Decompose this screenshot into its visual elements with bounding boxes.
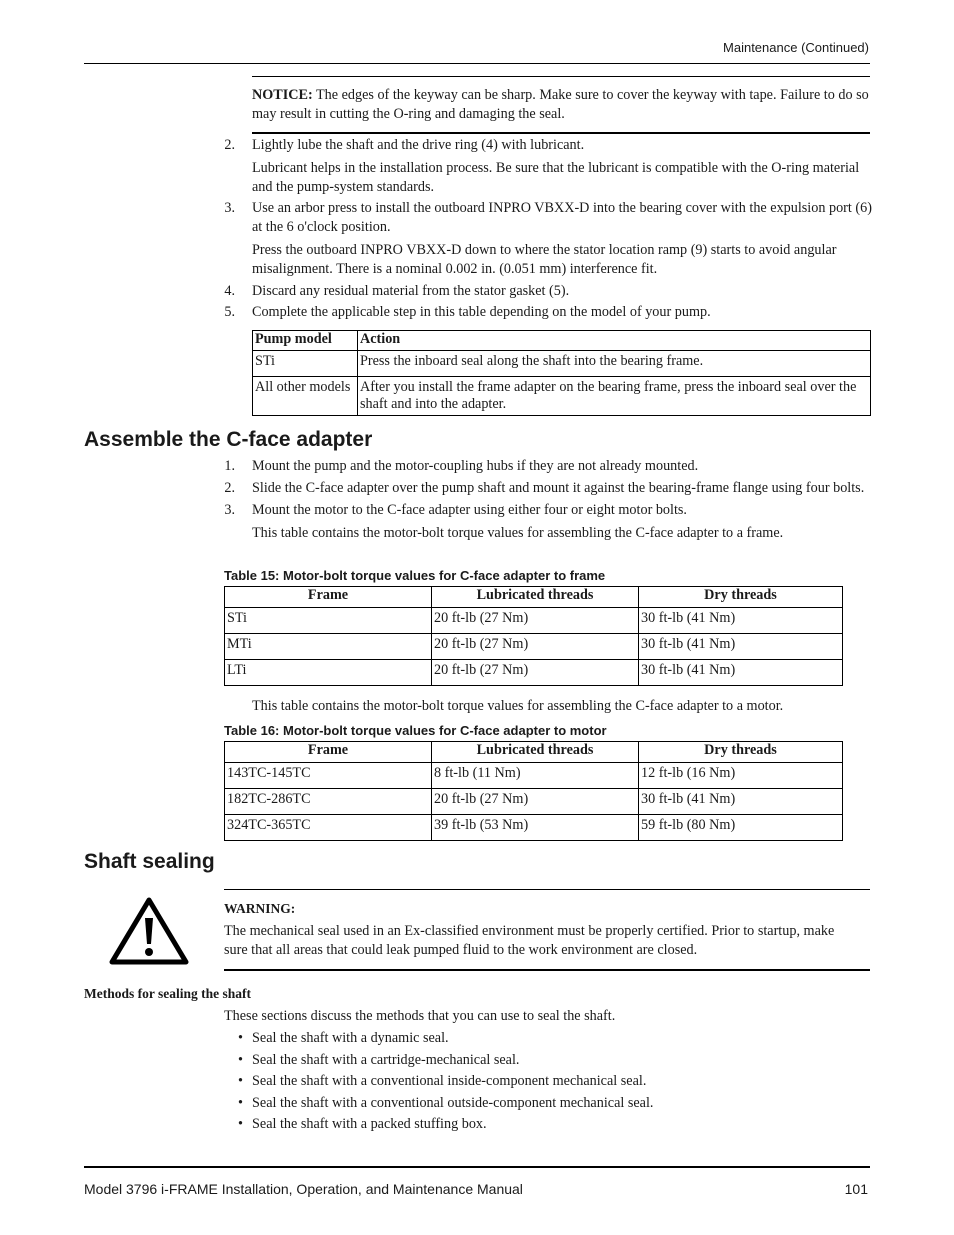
table-cell: Press the inboard seal along the shaft into the bearing frame. bbox=[358, 351, 871, 377]
table-caption: Table 16: Motor-bolt torque values for C-face adapter to motor bbox=[224, 723, 607, 738]
step-number: 2. bbox=[224, 137, 235, 153]
list-item: • Seal the shaft with a cartridge-mechanical seal. bbox=[238, 1050, 858, 1072]
section-title-shaft-sealing: Shaft sealing bbox=[84, 850, 215, 873]
table-cell: 59 ft-lb (80 Nm) bbox=[639, 815, 843, 841]
step-text: Mount the pump and the motor-coupling hubs if they are not already mounted. bbox=[252, 458, 699, 474]
table-cell: 30 ft-lb (41 Nm) bbox=[639, 608, 843, 634]
pump-model-action-table bbox=[252, 330, 871, 416]
table-cell: STi bbox=[253, 351, 358, 377]
table-header-cell: Frame bbox=[225, 742, 432, 763]
step-number: 5. bbox=[224, 304, 235, 320]
table-header-cell: Dry threads bbox=[639, 587, 843, 608]
methods-intro-text: These sections discuss the methods that you can use to seal the shaft. bbox=[224, 1008, 616, 1024]
step-note: Press the outboard INPRO VBXX-D down to where the stator location ramp (9) starts to avoid angular misalignment. There is a nominal 0.002 in. (0.051 mm) interference fit. bbox=[252, 242, 837, 277]
table-row bbox=[225, 660, 843, 686]
table-header-cell: Action bbox=[358, 331, 871, 351]
warning-triangle-icon bbox=[108, 896, 190, 966]
step-text: Discard any residual material from the stator gasket (5). bbox=[252, 283, 570, 299]
step-text: Lightly lube the shaft and the drive ring (4) with lubricant. bbox=[252, 137, 585, 153]
table-cell: All other models bbox=[253, 377, 358, 416]
table-cell: 30 ft-lb (41 Nm) bbox=[639, 634, 843, 660]
table-cell: 143TC-145TC bbox=[225, 763, 432, 789]
step-text: Mount the motor to the C-face adapter using either four or eight motor bolts. bbox=[252, 502, 687, 518]
step-number: 2. bbox=[224, 480, 235, 496]
torque-table-motor bbox=[224, 741, 843, 841]
steps-list bbox=[215, 136, 875, 322]
table-row bbox=[253, 377, 871, 416]
header-rule bbox=[84, 63, 870, 64]
table-header-cell: Frame bbox=[225, 587, 432, 608]
table-row bbox=[225, 608, 843, 634]
list-item bbox=[215, 501, 875, 543]
table-cell: STi bbox=[225, 608, 432, 634]
table-row bbox=[225, 815, 843, 841]
table-cell: 20 ft-lb (27 Nm) bbox=[432, 634, 639, 660]
step-number: 4. bbox=[224, 283, 235, 299]
step-number: 1. bbox=[224, 458, 235, 474]
step-text: Slide the C-face adapter over the pump shaft and mount it against the bearing-frame flange using four bolts. bbox=[252, 480, 865, 496]
notice-box bbox=[252, 86, 872, 124]
step-text: Complete the applicable step in this table depending on the model of your pump. bbox=[252, 304, 711, 320]
table-cell: 39 ft-lb (53 Nm) bbox=[432, 815, 639, 841]
table-row bbox=[225, 763, 843, 789]
table-row bbox=[225, 789, 843, 815]
running-header: Maintenance (Continued) bbox=[723, 40, 869, 55]
list-item: • Seal the shaft with a packed stuffing box. bbox=[238, 1114, 858, 1136]
list-item bbox=[215, 457, 875, 476]
table-cell: MTi bbox=[225, 634, 432, 660]
table-header-cell: Lubricated threads bbox=[432, 742, 639, 763]
warning-label: WARNING: bbox=[224, 901, 296, 916]
table-row bbox=[225, 634, 843, 660]
table-header-cell: Pump model bbox=[253, 331, 358, 351]
footer-manual-title: Model 3796 i-FRAME Installation, Operation, and Maintenance Manual bbox=[84, 1181, 523, 1197]
table-cell: After you install the frame adapter on the bearing frame, press the inboard seal over the shaft and into the adapter. bbox=[358, 377, 871, 416]
step-number: 3. bbox=[224, 502, 235, 518]
subsection-title: Methods for sealing the shaft bbox=[84, 986, 251, 1001]
notice-text: The edges of the keyway can be sharp. Make sure to cover the keyway with tape. Failure to do so may result in cutting the O-ring and damaging the seal. bbox=[252, 87, 869, 122]
warning-bottom-rule bbox=[224, 969, 870, 971]
warning-top-rule bbox=[224, 889, 870, 890]
list-item bbox=[215, 136, 875, 197]
table-intro-text: This table contains the motor-bolt torque values for assembling the C-face adapter to a motor. bbox=[252, 698, 784, 714]
table-cell: LTi bbox=[225, 660, 432, 686]
sealing-methods-list bbox=[238, 1028, 858, 1136]
step-note: Lubricant helps in the installation process. Be sure that the lubricant is compatible with the O-ring material and the pump-system standards. bbox=[252, 160, 860, 195]
table-cell: 8 ft-lb (11 Nm) bbox=[432, 763, 639, 789]
table-cell: 324TC-365TC bbox=[225, 815, 432, 841]
list-item bbox=[215, 199, 875, 279]
list-item bbox=[215, 479, 875, 498]
table-intro-text: This table contains the motor-bolt torque values for assembling the C-face adapter to a frame. bbox=[252, 525, 784, 541]
table-cell: 182TC-286TC bbox=[225, 789, 432, 815]
table-header-cell: Dry threads bbox=[639, 742, 843, 763]
list-item: • Seal the shaft with a conventional inside-component mechanical seal. bbox=[238, 1071, 858, 1093]
table-header-cell: Lubricated threads bbox=[432, 587, 639, 608]
step-text: Use an arbor press to install the outboard INPRO VBXX-D into the bearing cover with the expulsion port (6) at the 6 o'clock position. bbox=[252, 200, 872, 235]
page-number: 101 bbox=[844, 1181, 868, 1197]
notice-bottom-rule bbox=[252, 132, 870, 134]
table-caption: Table 15: Motor-bolt torque values for C-face adapter to frame bbox=[224, 568, 606, 583]
table-cell: 20 ft-lb (27 Nm) bbox=[432, 608, 639, 634]
table-cell: 20 ft-lb (27 Nm) bbox=[432, 660, 639, 686]
table-cell: 12 ft-lb (16 Nm) bbox=[639, 763, 843, 789]
step-number: 3. bbox=[224, 200, 235, 216]
list-item bbox=[215, 303, 875, 322]
c-face-steps-list bbox=[215, 457, 875, 543]
table-cell: 20 ft-lb (27 Nm) bbox=[432, 789, 639, 815]
footer-rule bbox=[84, 1166, 870, 1168]
list-item: • Seal the shaft with a dynamic seal. bbox=[238, 1028, 858, 1050]
notice-top-rule bbox=[252, 76, 870, 77]
list-item: • Seal the shaft with a conventional outside-component mechanical seal. bbox=[238, 1093, 858, 1115]
table-cell: 30 ft-lb (41 Nm) bbox=[639, 660, 843, 686]
list-item bbox=[215, 282, 875, 301]
table-cell: 30 ft-lb (41 Nm) bbox=[639, 789, 843, 815]
section-title-c-face: Assemble the C-face adapter bbox=[84, 428, 373, 451]
torque-table-frame bbox=[224, 586, 843, 686]
notice-label: NOTICE: bbox=[252, 87, 313, 103]
warning-text: The mechanical seal used in an Ex-classified environment must be properly certified. Prior to startup, make sure that all areas that could leak pumped fluid to the work environment are closed. bbox=[224, 923, 835, 958]
table-row bbox=[253, 351, 871, 377]
